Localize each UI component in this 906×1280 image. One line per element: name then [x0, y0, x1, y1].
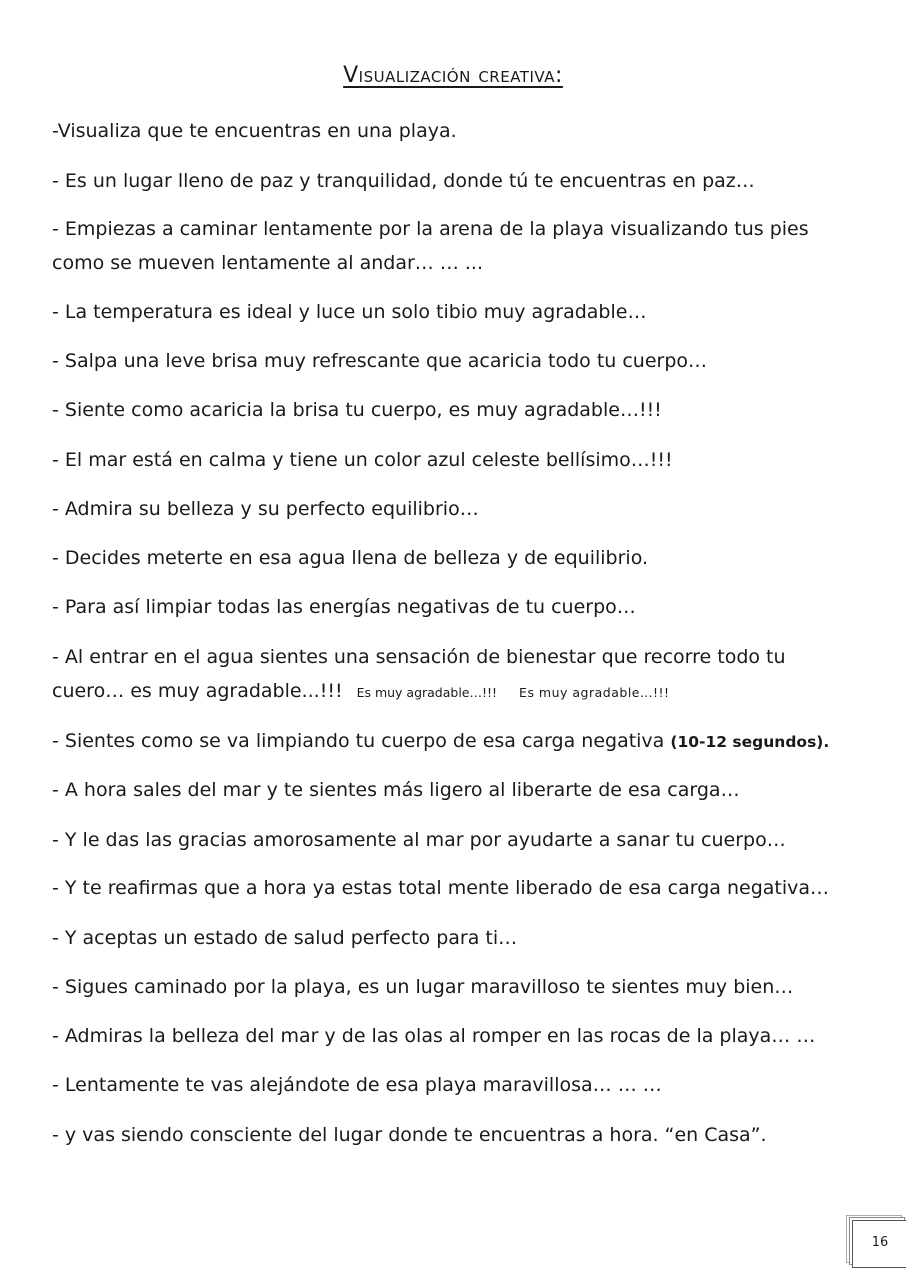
paragraph-line: - Decides meterte en esa agua llena de belleza y de equilibrio. — [52, 547, 649, 569]
duration-note: (10-12 segundos). — [670, 733, 830, 751]
paragraph-line: - Al entrar en el agua sientes una sensación de bienestar que recorre todo tu — [52, 646, 786, 668]
paragraph-line: - Para así limpiar todas las energías negativas de tu cuerpo… — [52, 596, 636, 618]
paragraph-line: - Lentamente te vas alejándote de esa playa maravillosa… … … — [52, 1074, 662, 1096]
echo-text: Es muy agradable…!!! — [356, 685, 498, 700]
paragraph-line: - Y aceptas un estado de salud perfecto para ti… — [52, 927, 518, 949]
paragraph-line: - y vas siendo consciente del lugar donde te encuentras a hora. “en Casa”. — [52, 1124, 767, 1146]
paragraph-line: - Y te reafirmas que a hora ya estas total mente liberado de esa carga negativa… — [52, 877, 830, 899]
line-text: - Sientes como se va limpiando tu cuerpo de esa carga negativa — [52, 730, 671, 752]
paragraph-line: - Admiras la belleza del mar y de las olas al romper en las rocas de la playa… … — [52, 1025, 816, 1047]
paragraph-line: - Sigues caminado por la playa, es un lugar maravilloso te sientes muy bien… — [52, 976, 794, 998]
paragraph-line: - Y le das las gracias amorosamente al mar por ayudarte a sanar tu cuerpo… — [52, 829, 786, 851]
paragraph-line: - Salpa una leve brisa muy refrescante que acaricia todo tu cuerpo… — [52, 350, 708, 372]
page-title: Visualización creativa: — [343, 63, 563, 88]
paragraph-line-continued — [52, 674, 854, 710]
paragraph-line: - A hora sales del mar y te sientes más ligero al liberarte de esa carga… — [52, 779, 740, 801]
paragraph-line: - Siente como acaricia la brisa tu cuerpo, es muy agradable…!!! — [52, 399, 662, 421]
paragraph-line: -Visualiza que te encuentras en una playa. — [52, 120, 457, 142]
paragraph-line: - Admira su belleza y su perfecto equilibrio… — [52, 498, 479, 520]
paragraph-line: - El mar está en calma y tiene un color azul celeste bellísimo…!!! — [52, 449, 673, 471]
paragraph-line: - Es un lugar lleno de paz y tranquilidad, donde tú te encuentras en paz… — [52, 170, 755, 192]
paragraph-line: - La temperatura es ideal y luce un solo tibio muy agradable… — [52, 301, 647, 323]
paragraph-line — [52, 724, 854, 759]
echo-text: Es muy agradable…!!! — [519, 685, 670, 700]
paragraph-line: - Empiezas a caminar lentamente por la arena de la playa visualizando tus pies como se mueven lentamente al andar… … ... — [52, 218, 809, 274]
page-number-box — [852, 1220, 906, 1268]
continued-text: cuero… es muy agradable...!!! — [52, 680, 343, 702]
page-number: 16 — [871, 1235, 889, 1250]
